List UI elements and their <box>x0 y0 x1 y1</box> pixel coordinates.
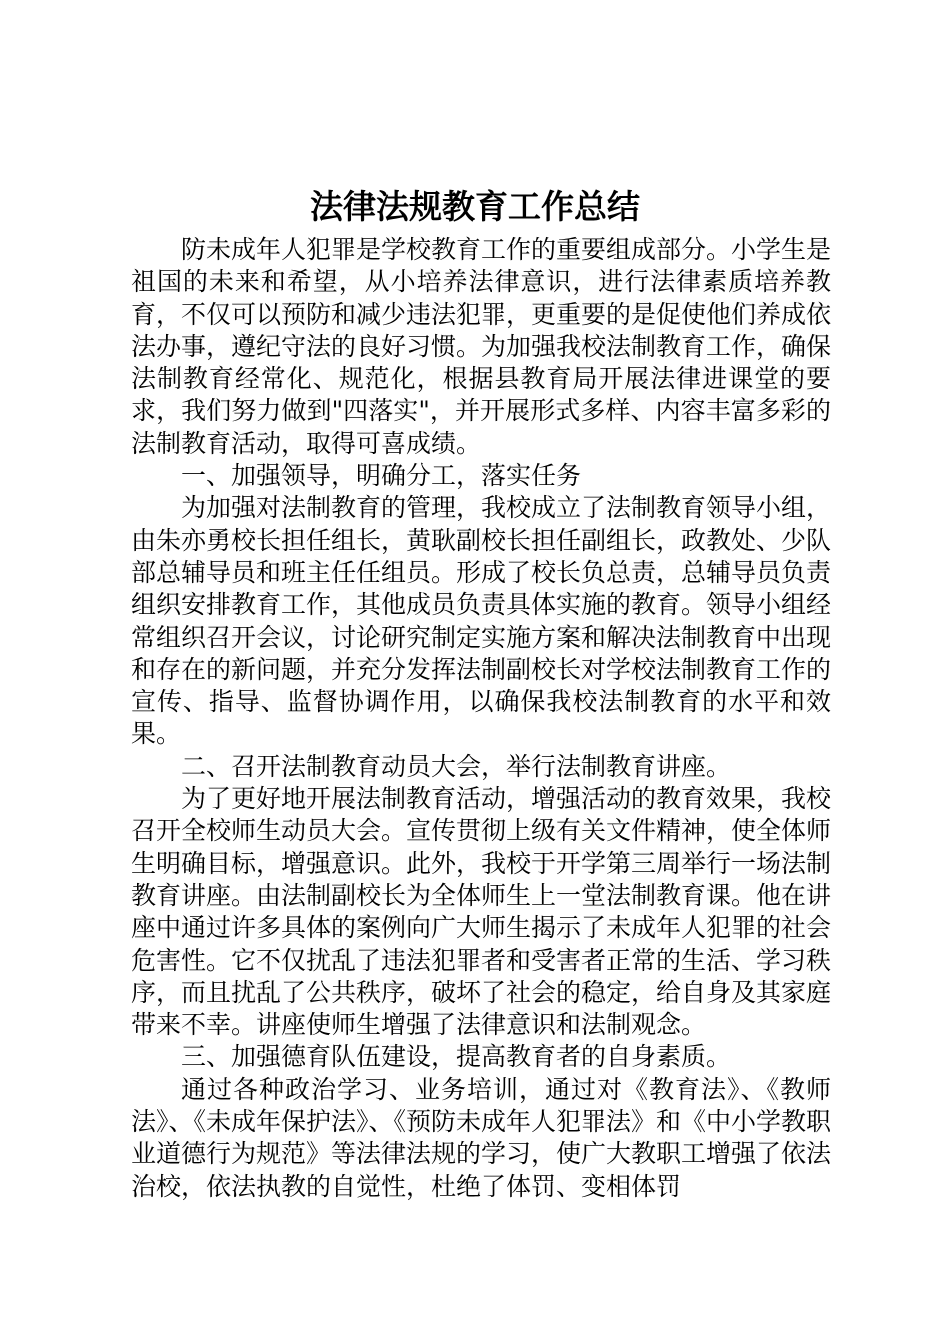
paragraph-intro: 防未成年人犯罪是学校教育工作的重要组成部分。小学生是祖国的未来和希望，从小培养法律意识，进行法律素质培养教育，不仅可以预防和减少违法犯罪，更重要的是促使他们养成依法办事，遵纪守法的良好习惯。为加强我校法制教育工作，确保法制教育经常化、规范化，根据县教育局开展法律进课堂的要求，我们努力做到"四落实"，并开展形式多样、内容丰富多彩的法制教育活动，取得可喜成绩。 <box>131 235 832 458</box>
document-body <box>131 234 831 1203</box>
section-heading-3: 三、加强德育队伍建设，提高教育者的自身素质。 <box>181 1042 732 1072</box>
paragraph-section-3: 通过各种政治学习、业务培训，通过对《教育法》、《教师法》、《未成年保护法》、《预防未成年人犯罪法》和《中小学教职业道德行为规范》等法律法规的学习，使广大教职工增强了依法治校，依法执教的自觉性，杜绝了体罚、变相体罚 <box>131 1074 832 1201</box>
paragraph-section-1: 为加强对法制教育的管理，我校成立了法制教育领导小组，由朱亦勇校长担任组长，黄耿副校长担任副组长，政教处、少队部总辅导员和班主任任组员。形成了校长负总责，总辅导员负责组织安排教育工作，其他成员负责具体实施的教育。领导小组经常组织召开会议，讨论研究制定实施方案和解决法制教育中出现和存在的新问题，并充分发挥法制副校长对学校法制教育工作的宣传、指导、监督协调作用，以确保我校法制教育的水平和效果。 <box>131 493 832 749</box>
document-title: 法律法规教育工作总结 <box>310 187 640 226</box>
section-heading-1: 一、加强领导，明确分工，落实任务 <box>181 461 582 491</box>
section-heading-2: 二、召开法制教育动员大会，举行法制教育讲座。 <box>181 751 732 781</box>
paragraph-section-2: 为了更好地开展法制教育活动，增强活动的教育效果，我校召开全校师生动员大会。宣传贯彻上级有关文件精神，使全体师生明确目标，增强意识。此外，我校于开学第三周举行一场法制教育讲座。由法制副校长为全体师生上一堂法制教育课。他在讲座中通过许多具体的案例向广大师生揭示了未成年人犯罪的社会危害性。它不仅扰乱了违法犯罪者和受害者正常的生活、学习秩序，而且扰乱了公共秩序，破坏了社会的稳定，给自身及其家庭带来不幸。讲座使师生增强了法律意识和法制观念。 <box>131 784 832 1040</box>
